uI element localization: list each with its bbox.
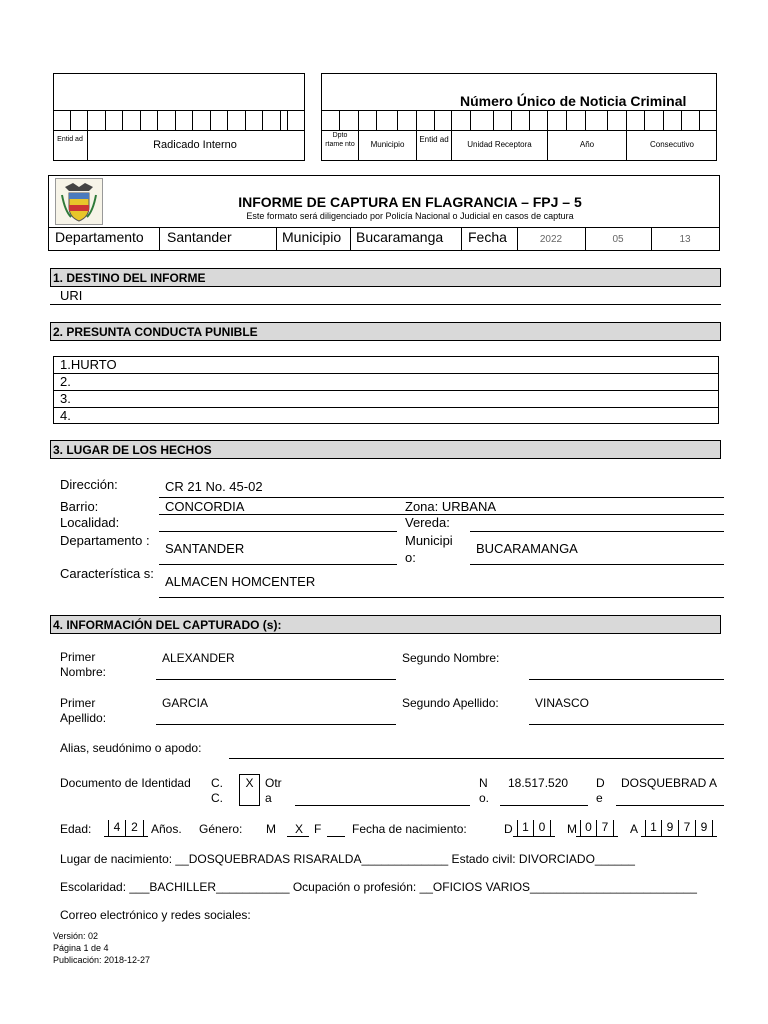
conducta-item-4: 4. — [60, 408, 71, 423]
section-3-header: 3. LUGAR DE LOS HECHOS — [50, 440, 721, 459]
grid-divider — [493, 110, 494, 130]
grid-divider — [566, 110, 567, 130]
grid-divider — [681, 110, 682, 130]
section-4-header: 4. INFORMACIÓN DEL CAPTURADO (s): — [50, 615, 721, 634]
grid-divider — [192, 110, 193, 130]
genero-m-mark[interactable]: X — [295, 822, 304, 836]
grid-divider — [547, 110, 548, 130]
municipio-lugar-value: BUCARAMANGA — [476, 541, 578, 556]
grid-divider — [451, 110, 452, 130]
municipio-value: Bucaramanga — [356, 229, 444, 245]
primer-apellido-label: Primer Apellido: — [60, 696, 107, 725]
grid-divider — [626, 110, 627, 130]
fecha-digit-box[interactable]: 7 — [679, 820, 696, 837]
form-title: INFORME DE CAPTURA EN FLAGRANCIA – FPJ – 5 — [238, 194, 582, 210]
fecha-digit-box[interactable]: 1 — [645, 820, 662, 837]
grid-divider — [287, 110, 288, 130]
primer-nombre-label: Primer Nombre: — [60, 650, 107, 679]
alias-label: Alias, seudónimo o apodo: — [60, 741, 202, 755]
fecha-digit-box[interactable]: 9 — [662, 820, 679, 837]
grid-divider — [585, 110, 586, 130]
numero-unico-title: Número Único de Noticia Criminal — [460, 93, 687, 109]
fecha-digit-box[interactable]: 1 — [517, 820, 534, 837]
colombia-coat-of-arms-icon — [55, 178, 103, 225]
fecha-nacimiento-label: Fecha de nacimiento: — [352, 822, 467, 836]
segundo-apellido-label: Segundo Apellido: — [402, 696, 499, 710]
fecha-digit-box[interactable]: 9 — [696, 820, 713, 837]
grid-divider — [644, 110, 645, 130]
fecha-underline — [641, 836, 717, 837]
fecha-a-label: A — [630, 822, 639, 836]
fecha-underline — [576, 836, 618, 837]
municipio-label: Municipio — [282, 229, 342, 245]
grid-divider — [470, 110, 471, 130]
de-label: D e — [596, 776, 605, 805]
grid-divider — [210, 110, 211, 130]
fecha-d-label: D — [504, 822, 513, 836]
conducta-item-2: 2. — [60, 374, 71, 389]
cc-checkbox[interactable]: X — [239, 774, 260, 806]
grid-divider — [397, 110, 398, 130]
municipio-lugar-label: Municipi o: — [405, 533, 453, 565]
edad-digit-1[interactable]: 4 — [108, 820, 126, 837]
footer-pagina: Página 1 de 4 — [53, 943, 109, 953]
grid-divider — [70, 110, 71, 130]
de-value: DOSQUEBRAD A — [621, 776, 718, 790]
zona-value: Zona: URBANA — [405, 499, 497, 514]
grid-divider — [175, 110, 176, 130]
caracteristicas-label: Característica s: — [60, 566, 154, 581]
radicado-interno-label: Radicado Interno — [153, 139, 237, 151]
section-2-header: 2. PRESUNTA CONDUCTA PUNIBLE — [50, 322, 721, 341]
section-1-header: 1. DESTINO DEL INFORME — [50, 268, 721, 287]
grid-divider — [699, 110, 700, 130]
genero-label: Género: — [199, 822, 243, 836]
fecha-label: Fecha — [468, 229, 507, 245]
grid-divider — [416, 110, 417, 130]
departamento-lugar-value: SANTANDER — [165, 541, 245, 556]
departamento-code-label: Dpto rtame nto — [325, 132, 355, 148]
unidad-receptora-label: Unidad Receptora — [467, 140, 532, 149]
grid-divider — [358, 110, 359, 130]
barrio-value: CONCORDIA — [165, 499, 245, 514]
segundo-nombre-label: Segundo Nombre: — [402, 651, 500, 665]
entidad-label-right: Entid ad — [419, 135, 449, 144]
consecutivo-label: Consecutivo — [649, 140, 695, 149]
footer-version: Versión: 02 — [53, 931, 99, 941]
direccion-value: CR 21 No. 45-02 — [165, 479, 263, 494]
grid-divider — [280, 110, 281, 130]
grid-divider — [245, 110, 246, 130]
correo-label: Correo electrónico y redes sociales: — [60, 908, 251, 922]
fecha-year: 2022 — [539, 234, 563, 245]
grid-divider — [227, 110, 228, 130]
otra-label: Otr a — [265, 776, 282, 805]
grid-divider — [105, 110, 106, 130]
fecha-underline — [513, 836, 555, 837]
no-value: 18.517.520 — [508, 776, 569, 790]
escolaridad-line: Escolaridad: ___BACHILLER___________ Ocupación o profesión: __OFICIOS VARIOS_________________________ — [60, 880, 697, 894]
grid-divider — [157, 110, 158, 130]
barrio-label: Barrio: — [60, 499, 99, 514]
grid-divider — [339, 110, 340, 130]
genero-f-label: F — [314, 822, 322, 836]
grid-divider — [434, 110, 435, 130]
grid-divider — [140, 110, 141, 130]
ano-label: Año — [579, 140, 595, 149]
fecha-m-label: M — [567, 822, 577, 836]
grid-divider — [511, 110, 512, 130]
fecha-digit-box[interactable]: 0 — [534, 820, 551, 837]
grid-divider — [122, 110, 123, 130]
primer-nombre-value: ALEXANDER — [162, 651, 235, 665]
direccion-label: Dirección: — [60, 477, 118, 492]
departamento-lugar-label: Departamento : — [60, 533, 150, 548]
departamento-label: Departamento — [55, 229, 144, 245]
grid-divider — [87, 110, 88, 130]
grid-divider — [663, 110, 664, 130]
fecha-digit-box[interactable]: 0 — [580, 820, 597, 837]
caracteristicas-value: ALMACEN HOMCENTER — [165, 574, 316, 589]
grid-divider — [262, 110, 263, 130]
footer-publicacion: Publicación: 2018-12-27 — [53, 955, 151, 965]
grid-divider — [376, 110, 377, 130]
cc-label: C. C. — [211, 776, 223, 805]
departamento-value: Santander — [167, 229, 232, 245]
conducta-item-3: 3. — [60, 391, 71, 406]
lugar-nacimiento-line: Lugar de nacimiento: __DOSQUEBRADAS RISARALDA_____________ Estado civil: DIVORCIADO______ — [60, 852, 635, 866]
destino-value: URI — [60, 288, 83, 303]
documento-label: Documento de Identidad — [60, 776, 191, 790]
vereda-label: Vereda: — [405, 515, 450, 530]
localidad-label: Localidad: — [60, 515, 120, 530]
fecha-digit-box[interactable]: 7 — [597, 820, 614, 837]
primer-apellido-value: GARCIA — [162, 696, 209, 710]
municipio-code-label: Municipio — [370, 140, 405, 149]
form-subtitle: Este formato será diligenciado por Policía Nacional o Judicial en casos de captura — [246, 211, 574, 221]
grid-divider — [529, 110, 530, 130]
grid-divider — [607, 110, 608, 130]
conducta-item-1: 1.HURTO — [60, 357, 117, 372]
genero-m-label: M — [266, 822, 276, 836]
anos-label: Años. — [151, 822, 182, 836]
fecha-month: 05 — [612, 234, 624, 245]
segundo-apellido-value: VINASCO — [535, 696, 590, 710]
entidad-label-left: Entid ad — [57, 136, 83, 143]
no-label: N o. — [479, 776, 490, 805]
edad-digit-2[interactable]: 2 — [126, 820, 144, 837]
fecha-day: 13 — [679, 234, 691, 245]
edad-label: Edad: — [60, 822, 92, 836]
